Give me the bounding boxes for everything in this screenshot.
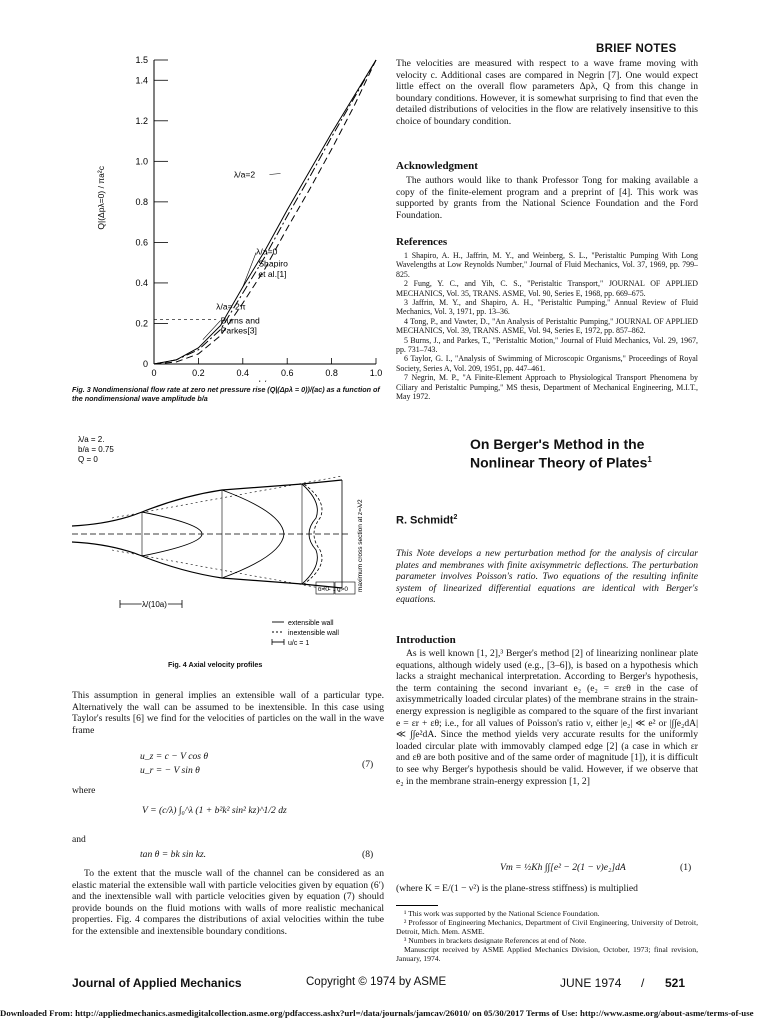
y-tick-label: 0.6 (135, 237, 148, 248)
article-title: On Berger's Method in the Nonlinear Theory of Plates$^1$ (470, 436, 652, 471)
annotation-label: λ/a= 2π (216, 301, 246, 312)
paragraph: (where K = E/(1 − ν²) is the plane-stress stiffness) is multiplied (396, 883, 638, 894)
equation-V: V = (c/λ) ∫₀^λ (1 + b²k² sin² kz)^1/2 dz (142, 805, 287, 816)
legend-item: inextensible wall (288, 630, 339, 637)
u-label: u<0 (318, 586, 330, 593)
footer-slash: / (641, 976, 645, 990)
fig4-caption: Fig. 4 Axial velocity profiles (168, 660, 263, 669)
leader-line (269, 173, 280, 174)
annotation-label: Burns and (220, 315, 260, 326)
ack-text: The authors would like to thank Professor Tong for making available a copy of the finite-element program and a preprint of [4]. This work was supported by grants from the National Science Foundation and the Ford Foundation. (396, 175, 698, 221)
reference-item: 5 Burns, J., and Parkes, T., "Peristaltic Motion," Journal of Fluid Mechanics, Vol. 29, 1967, pp. 731–743. (396, 335, 698, 355)
connector-word: where (72, 785, 96, 796)
equation-number: (1) (680, 862, 692, 873)
fig3-figure (82, 52, 382, 382)
references-heading: References (396, 236, 448, 248)
intro-heading: Introduction (396, 634, 456, 646)
intro-text: As is well known [1, 2],³ Berger's method [2] of linearizing nonlinear plate equations, although widely used (e.g., [3–6]), is based on a hypothesis which lacks a straight mechanical interpretation. According to Berger's hypothesis, the term containing the second invariant e₂ (e₂ = εrεθ in the case of axisymmetrically loaded circular plates) of the membrane strains in the strain-energy expression is negligible as compared to the square of the first invariant e = εr + εθ; i.e., for all values of Poisson's ratio ν, either |e₂| ≪ e² or |∫∫e₂dA| ≪ ∫∫e²dA. Since the method yields very accurate results for the uniformly loaded circular plate with immovably clamped edge [2] (a case in which εr and εθ are both positive and of the same order of magnitude [1]), it is difficult to see why Berger's hypothesis should be valid. However, if we observe that e₂ in the membrane strain-energy expression [1, 2] (396, 648, 698, 787)
series-line (154, 60, 376, 364)
ack-heading: Acknowledgment (396, 160, 478, 172)
footnotes (396, 909, 698, 963)
footnote: ² Professor of Engineering Mechanics, Department of Civil Engineering, University of Detroit, Detroit, Mich. Mem. ASME. (396, 918, 698, 936)
article-author: R. Schmidt$^2$ (396, 514, 458, 527)
download-notice: Downloaded From: http://appliedmechanics.asmedigitalcollection.asme.org/pdfaccess.ashx?url=/data/journals/jamcav/26010/ on 05/30/2017 Terms of Use: http://www.asme.org/about-asme/terms-of-use (0, 1008, 754, 1018)
equation-1: Vm = ½Kh ∫∫[e² − 2(1 − ν)e₂]dA (500, 862, 626, 873)
section-header: BRIEF NOTES (596, 43, 677, 55)
y-tick-label: 0.2 (135, 318, 148, 329)
fig4-param: Q = 0 (78, 455, 98, 464)
paragraph: This assumption in general implies an extensible wall of a particular type. Alternatively the wall can be assumed to be inextensible. In this case using Taylor's results [6] we find for the velocities of particles on the wall in the wave frame (72, 690, 384, 736)
x-tick-label: 1.0 (369, 368, 382, 378)
y-tick-label: 1.2 (135, 115, 148, 126)
lower-wall (72, 542, 342, 588)
series-line (154, 60, 376, 364)
y-tick-label: 1.0 (135, 156, 148, 167)
x-tick-label: 0.8 (325, 368, 338, 378)
annotation-label: Parkes[3] (220, 325, 257, 336)
y-tick-label: 0.8 (135, 196, 148, 207)
x-tick-label: 0.6 (280, 368, 294, 378)
paragraph: To the extent that the muscle wall of the channel can be considered as an elastic material the extensible wall with particle velocities given by equation (6′) and the inextensible wall with particle velocities given by equation (7) should provide bounds on the fluid motions with walls of more realistic mechanical properties. Fig. 4 compares the distributions of axial velocities within the tube for the extensible and inextensible boundary conditions. (72, 868, 384, 937)
footnote-rule (396, 905, 438, 906)
footer-page-number: 521 (665, 976, 686, 990)
connector-word: and (72, 834, 86, 845)
annotation-label: λ/a=0 (256, 246, 278, 257)
footer-journal: Journal of Applied Mechanics (72, 976, 242, 990)
reference-item: 1 Shapiro, A. H., Jaffrin, M. Y., and Weinberg, S. L., "Peristaltic Pumping With Long Wavelengths at Low Reynolds Number," Journal of Fluid Mechanics, Vol. 37, 1969, pp. 799–825. (396, 251, 698, 279)
fig4-param: b/a = 0.75 (78, 445, 114, 454)
annotation-label: Shapiro (258, 258, 288, 269)
series-line (154, 60, 376, 364)
upper-wall (72, 480, 342, 526)
vertical-label: maximum cross section at z=λ/2 (357, 499, 364, 592)
fig3-caption: Fig. 3 Nondimensional flow rate at zero net pressure rise (Q|(Δpλ = 0))/(ac) as a function of the nondimensional wave amplitude b/a (72, 385, 380, 403)
annotation-label: λ/a=2 (233, 169, 256, 180)
x-axis-label (259, 379, 272, 382)
y-tick-label: 0 (142, 359, 148, 369)
equation-number: (7) (362, 759, 374, 770)
equation-7-line2: u_r = − V sin θ (140, 765, 200, 776)
reference-list (396, 251, 698, 402)
y-axis-label: Q|(Δpλ=0) / πa²c (96, 166, 106, 230)
y-tick-label: 1.5 (135, 55, 148, 65)
reference-item: 6 Taylor, G. I., "Analysis of Swimming of Microscopic Organisms," Proceedings of Royal Society, Series A, Vol. 209, 1951, pp. 447–461. (396, 354, 698, 373)
y-tick-label: 0.4 (135, 277, 148, 288)
leader-line (203, 320, 221, 339)
footnote: ¹ This work was supported by the National Science Foundation. (404, 909, 600, 918)
footnote: Manuscript received by ASME Applied Mechanics Division, October, 1973; final revision, January, 1974. (396, 945, 698, 963)
reference-item: 2 Fung, Y. C., and Yih, C. S., "Peristaltic Transport," JOURNAL OF APPLIED MECHANICS, Vol. 35, TRANS. ASME, Vol. 90, Series E, 1968, pp. 669–675. (396, 279, 698, 298)
legend-item: u/c = 1 (288, 640, 310, 647)
x-tick-label: 0.2 (192, 368, 205, 378)
reference-item: 4 Tong, P., and Vawter, D., "An Analysis of Peristaltic Pumping," JOURNAL OF APPLIED MECHANICS, Vol. 39, TRANS. ASME, Vol. 94, Series E, 1972, pp. 857–862. (396, 316, 698, 336)
fig4-diagram (72, 432, 386, 662)
reference-item: 3 Jaffrin, M. Y., and Shapiro, A. H., "Peristaltic Pumping," Annual Review of Fluid Mechanics, Vol. 3, 1971, pp. 13–36. (396, 298, 698, 317)
x-tick-label: 0.4 (236, 368, 250, 378)
fig4-figure (72, 432, 386, 662)
legend-item: extensible wall (288, 620, 334, 627)
equation-number: (8) (362, 849, 374, 860)
fig3-chart (82, 52, 382, 382)
y-tick-label: 1.4 (135, 75, 148, 86)
equation-8: tan θ = bk sin kz. (140, 849, 207, 860)
u-label: u>0 (337, 586, 349, 593)
equation-7-line1: u_z = c − V cos θ (140, 751, 209, 762)
abstract: This Note develops a new perturbation method for the analysis of circular plates and membranes with finite axisymmetric deflections. The perturbation parameter involves Poisson's ratio. Two equations of the resulting infinite system of linearized differential equations are identical with Berger's equations. (396, 548, 698, 606)
x-tick-label: 0 (151, 368, 157, 378)
footer-copyright: Copyright © 1974 by ASME (306, 976, 447, 988)
annotation-label: et al.[1] (258, 268, 287, 279)
paragraph: The velocities are measured with respect to a wave frame moving with velocity c. Additional cases are compared in Negrin [7]. One would expect little effect on the overall flow parameters Δpλ, Q from this change in boundary conditions. However, it is somewhat surprising to find that even the detailed distributions of velocities in the flow are relatively insensitive to this choice of boundary condition. (396, 58, 698, 127)
footer-date: JUNE 1974 (560, 976, 622, 990)
fig4-param: λ/a = 2. (78, 435, 105, 444)
reference-item: 7 Negrin, M. P., "A Finite-Element Approach to Physiological Transport Phenomena by Ciliary and Peristaltic Pumping," MS thesis, Department of Mechanical Engineering, M.I.T., May 1972. (396, 373, 698, 402)
footnote: ³ Numbers in brackets designate References at end of Note. (404, 936, 587, 945)
scale-label: λ/(10a) (142, 600, 167, 609)
